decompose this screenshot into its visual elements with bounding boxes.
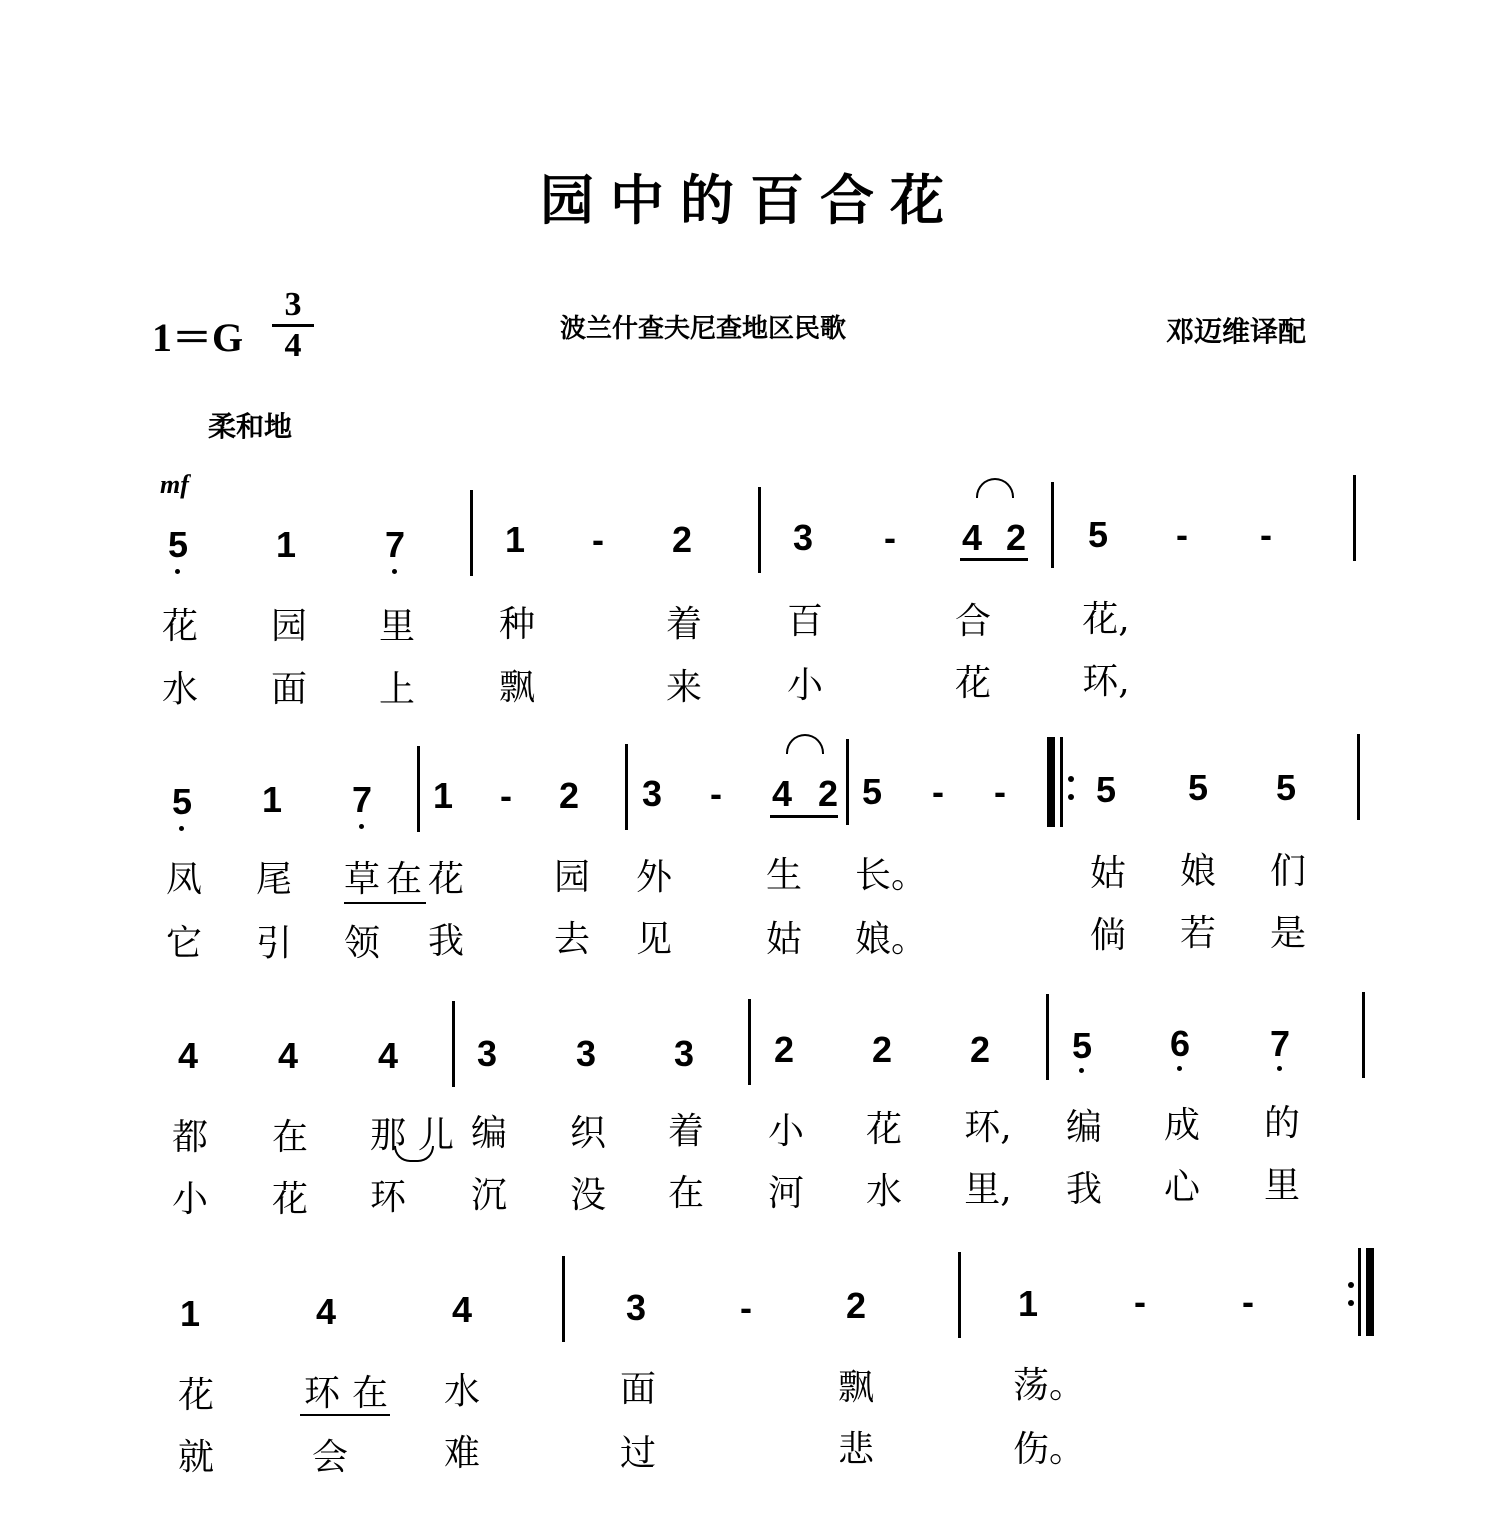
lyric-v1: 姑 <box>1089 853 1126 894</box>
lyric-v1: 荡。 <box>1013 1365 1086 1406</box>
dash: - <box>1176 514 1188 555</box>
lyric-v2: 若 <box>1179 913 1216 954</box>
barline <box>452 1001 455 1087</box>
melisma-curve <box>394 1146 434 1162</box>
note: 5 <box>171 781 193 822</box>
dash: - <box>1134 1281 1146 1322</box>
lyric-v1: 外 <box>635 857 672 898</box>
song-title: 园中的百合花 <box>540 168 960 232</box>
dash: - <box>1242 1281 1254 1322</box>
barline <box>758 487 761 573</box>
lyric-v2: 里, <box>964 1169 1012 1210</box>
song-origin: 波兰什查夫尼查地区民歌 <box>560 314 847 344</box>
lyric-v1: 环, <box>964 1107 1012 1148</box>
lyric-v1: 花 <box>865 1109 902 1150</box>
note: 5 <box>167 524 189 565</box>
lyric-v2: 姑 <box>765 919 802 960</box>
lyric-v2: 小 <box>171 1179 208 1220</box>
lyric-v1: 草 <box>343 859 380 900</box>
lyric-v2: 在 <box>667 1173 704 1214</box>
repeat-start-thin <box>1060 737 1063 827</box>
meter-bottom: 4 <box>284 327 302 364</box>
low-octave-dot <box>392 569 397 574</box>
note: 5 <box>1095 769 1117 810</box>
dash: - <box>740 1287 752 1328</box>
lyric-v1: 那 <box>369 1115 406 1156</box>
lyric-v2: 水 <box>161 669 198 710</box>
barline <box>748 999 751 1085</box>
barline <box>1357 734 1360 820</box>
barline <box>1353 475 1356 561</box>
lyric-v1: 面 <box>619 1369 656 1410</box>
lyric-v1: 花 <box>427 859 464 900</box>
lyric-v1: 百 <box>786 601 823 642</box>
repeat-dot <box>1068 794 1074 800</box>
note: 1 <box>261 779 283 820</box>
note: 4 <box>277 1035 299 1076</box>
lyric-v2: 上 <box>378 669 415 710</box>
note: 7 <box>1269 1023 1291 1064</box>
note: 3 <box>792 517 814 558</box>
note: 4 <box>961 517 983 558</box>
note: 5 <box>1275 767 1297 808</box>
lyric-v1: 编 <box>470 1113 507 1154</box>
barline <box>958 1252 961 1338</box>
lyric-v2: 飘 <box>498 667 535 708</box>
eighth-underline <box>960 558 1028 561</box>
dash: - <box>932 771 944 812</box>
lyric-v2: 我 <box>427 921 464 962</box>
lyric-v1: 花 <box>161 606 198 647</box>
lyric-v2: 就 <box>177 1437 214 1478</box>
note: 2 <box>817 773 839 814</box>
note: 2 <box>845 1285 867 1326</box>
lyric-v1: 编 <box>1065 1107 1102 1148</box>
note: 7 <box>384 524 406 565</box>
lyric-v2: 我 <box>1065 1169 1102 1210</box>
lyric-v1: 种 <box>498 604 535 645</box>
note: 1 <box>432 775 454 816</box>
note: 1 <box>504 519 526 560</box>
lyric-v2: 去 <box>553 919 590 960</box>
lyric-v2: 过 <box>619 1433 656 1474</box>
low-octave-dot <box>179 826 184 831</box>
note: 5 <box>1071 1025 1093 1066</box>
lyric-v1: 娘 <box>1179 851 1216 892</box>
note: 1 <box>275 524 297 565</box>
note: 3 <box>575 1033 597 1074</box>
lyric-v2: 环, <box>1082 661 1130 702</box>
lyric-v2: 是 <box>1269 913 1306 954</box>
repeat-dot <box>1068 776 1074 782</box>
lyric-v2: 心 <box>1163 1167 1200 1208</box>
lyric-v2: 水 <box>865 1171 902 1212</box>
tempo-marking: 柔和地 <box>208 410 293 443</box>
dash: - <box>1260 514 1272 555</box>
melisma-underline <box>344 902 426 904</box>
lyric-v1: 凤 <box>165 859 202 900</box>
lyric-v1: 着 <box>667 1111 704 1152</box>
note: 2 <box>871 1029 893 1070</box>
low-octave-dot <box>359 824 364 829</box>
lyric-v1: 着 <box>665 604 702 645</box>
note: 3 <box>673 1033 695 1074</box>
lyric-v1: 都 <box>171 1117 208 1158</box>
note: 4 <box>377 1035 399 1076</box>
dash: - <box>500 775 512 816</box>
lyric-v2: 花 <box>271 1179 308 1220</box>
lyric-v2: 小 <box>786 665 823 706</box>
lyric-v2: 娘。 <box>855 919 928 960</box>
barline <box>562 1256 565 1342</box>
lyric-v1: 儿 <box>417 1115 454 1156</box>
lyric-v2: 会 <box>311 1437 348 1478</box>
repeat-dot <box>1348 1300 1354 1306</box>
lyric-v1: 园 <box>270 606 307 647</box>
lyric-v1: 花, <box>1082 599 1130 640</box>
note: 3 <box>625 1287 647 1328</box>
note: 4 <box>771 773 793 814</box>
low-octave-dot <box>175 569 180 574</box>
lyric-v1: 织 <box>569 1113 606 1154</box>
note: 4 <box>451 1289 473 1330</box>
key-signature: 1＝G <box>152 315 244 360</box>
dynamic-marking: mf <box>160 470 189 499</box>
note: 3 <box>476 1033 498 1074</box>
lyric-v1: 花 <box>177 1375 214 1416</box>
lyric-v2: 来 <box>665 667 702 708</box>
lyric-v1: 们 <box>1269 851 1306 892</box>
note: 5 <box>1087 514 1109 555</box>
note: 4 <box>315 1291 337 1332</box>
note: 1 <box>179 1293 201 1334</box>
note: 2 <box>773 1029 795 1070</box>
melisma-underline <box>300 1414 390 1416</box>
lyric-v2: 领 <box>343 923 380 964</box>
dash: - <box>884 517 896 558</box>
lyric-v2: 河 <box>767 1173 804 1214</box>
lyric-v2: 花 <box>954 663 991 704</box>
lyric-v1: 飘 <box>837 1367 874 1408</box>
lyric-v1: 里 <box>378 606 415 647</box>
lyric-v1: 长。 <box>855 855 928 896</box>
lyric-v1: 尾 <box>255 859 292 900</box>
meter-top: 3 <box>284 286 302 323</box>
dash: - <box>710 773 722 814</box>
lyric-v2: 见 <box>635 919 672 960</box>
note: 3 <box>641 773 663 814</box>
lyric-v1: 园 <box>553 857 590 898</box>
barline <box>470 490 473 576</box>
barline <box>846 739 849 825</box>
lyric-v2: 沉 <box>470 1175 507 1216</box>
note: 5 <box>1187 767 1209 808</box>
lyric-v2: 难 <box>443 1433 480 1474</box>
repeat-start-thick <box>1047 737 1055 827</box>
lyric-v1: 生 <box>765 855 802 896</box>
lyric-v2: 它 <box>165 923 202 964</box>
note: 4 <box>177 1035 199 1076</box>
time-signature <box>272 288 314 363</box>
lyric-v1: 成 <box>1163 1105 1200 1146</box>
lyric-v1: 小 <box>767 1111 804 1152</box>
lyric-v2: 伤。 <box>1013 1429 1086 1470</box>
barline <box>1362 992 1365 1078</box>
lyric-v2: 引 <box>255 923 292 964</box>
lyric-v2: 里 <box>1263 1165 1300 1206</box>
low-octave-dot <box>1079 1068 1084 1073</box>
lyric-v1: 在 <box>385 859 422 900</box>
lyric-v2: 没 <box>569 1175 606 1216</box>
slur-arc <box>976 478 1014 498</box>
repeat-end-thick <box>1366 1248 1374 1336</box>
low-octave-dot <box>1277 1066 1282 1071</box>
barline <box>417 746 420 832</box>
repeat-end-thin <box>1358 1248 1361 1336</box>
lyric-v1: 的 <box>1263 1103 1300 1144</box>
lyric-v1: 在 <box>271 1117 308 1158</box>
dash: - <box>994 771 1006 812</box>
barline <box>1051 482 1054 568</box>
dash: - <box>592 519 604 560</box>
note: 2 <box>558 775 580 816</box>
note: 2 <box>969 1029 991 1070</box>
note: 2 <box>1005 517 1027 558</box>
lyric-v2: 面 <box>270 669 307 710</box>
barline <box>625 744 628 830</box>
slur-arc <box>786 734 824 754</box>
lyric-v2: 倘 <box>1089 915 1126 956</box>
lyric-v1: 水 <box>443 1371 480 1412</box>
low-octave-dot <box>1177 1066 1182 1071</box>
barline <box>1046 994 1049 1080</box>
arranger-credit: 邓迈维译配 <box>1166 315 1307 348</box>
lyric-v2: 环 <box>369 1177 406 1218</box>
note: 5 <box>861 771 883 812</box>
note: 6 <box>1169 1023 1191 1064</box>
note: 7 <box>351 779 373 820</box>
repeat-dot <box>1348 1282 1354 1288</box>
note: 1 <box>1017 1283 1039 1324</box>
note: 2 <box>671 519 693 560</box>
lyric-v1: 环 <box>303 1373 340 1414</box>
lyric-v1: 合 <box>954 601 991 642</box>
lyric-v1: 在 <box>351 1373 388 1414</box>
lyric-v2: 悲 <box>837 1429 874 1470</box>
eighth-underline <box>770 815 838 818</box>
